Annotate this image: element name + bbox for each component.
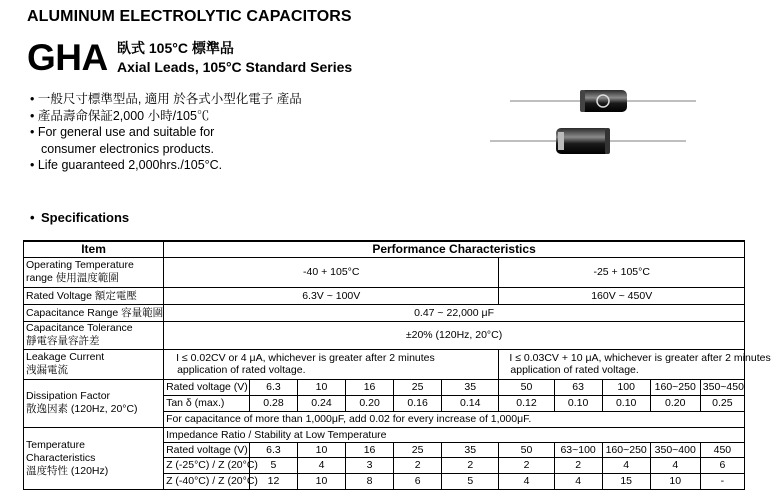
feature-item: • For general use and suitable for [30, 125, 215, 139]
tc-voltage: 35 [442, 442, 499, 457]
leakage-high: I ≤ 0.03CV + 10 μA, whichever is greater after 2 minutes application of rated voltage. [499, 349, 745, 379]
tan-delta-value: 0.12 [499, 395, 554, 411]
temp-char-label: Temperature Characteristics 溫度特性 (120Hz) [24, 427, 164, 489]
dissipation-label: Dissipation Factor 散逸因素 (120Hz, 20°C) [24, 379, 164, 427]
table-header-row [24, 241, 745, 257]
series-subtitle-en: Axial Leads, 105°C Standard Series [117, 59, 353, 75]
tc-voltage: 25 [394, 442, 442, 457]
tc-voltage: 10 [298, 442, 346, 457]
specifications-heading: • Specifications [30, 210, 130, 225]
z25-value: 4 [602, 457, 650, 473]
table-row [24, 287, 745, 304]
feature-item: consumer electronics products. [41, 141, 214, 156]
dissipation-rv-label: Rated voltage (V) [164, 379, 250, 395]
series-code: GHA [27, 37, 108, 78]
z25-value: 2 [442, 457, 499, 473]
feature-item: • 一般尺寸標準型品, 適用 於各式小型化電子 產品 [30, 92, 302, 106]
performance-header: Performance Characteristics [164, 241, 745, 257]
table-row [24, 304, 745, 321]
z40-label: Z (-40°C) / Z (20°C) [164, 473, 250, 489]
z40-value: 10 [650, 473, 700, 489]
tan-delta-value: 0.20 [346, 395, 394, 411]
df-voltage: 50 [499, 379, 554, 395]
z25-value: 4 [650, 457, 700, 473]
capacitor-image [488, 86, 703, 166]
tan-delta-value: 0.16 [394, 395, 442, 411]
rated-voltage-label: Rated Voltage 額定電壓 [24, 287, 164, 304]
z25-label: Z (-25°C) / Z (20°C) [164, 457, 250, 473]
leakage-low: I ≤ 0.02CV or 4 μA, whichever is greater after 2 minutes application of rated voltage. [164, 349, 499, 379]
df-voltage: 35 [442, 379, 499, 395]
z25-value: 2 [499, 457, 554, 473]
df-voltage: 6.3 [249, 379, 297, 395]
feature-item: • Life guaranteed 2,000hrs./105°C. [30, 158, 223, 172]
z25-value: 3 [346, 457, 394, 473]
cap-range-label: Capacitance Range 容量範圍 [24, 304, 164, 321]
document-title: ALUMINUM ELECTROLYTIC CAPACITORS [27, 8, 352, 25]
table-row [24, 321, 745, 349]
tc-voltage: 160~250 [602, 442, 650, 457]
tc-voltage: 6.3 [249, 442, 297, 457]
dissipation-note: For capacitance of more than 1,000μF, add 0.02 for every increase of 1,000μF. [164, 411, 745, 427]
table-row [24, 379, 745, 395]
z40-value: 8 [346, 473, 394, 489]
df-voltage: 25 [394, 379, 442, 395]
tc-voltage: 350~400 [650, 442, 700, 457]
cap-range-value: 0.47 ~ 22,000 μF [164, 304, 745, 321]
tan-delta-value: 0.10 [602, 395, 650, 411]
z25-value: 2 [394, 457, 442, 473]
tc-voltage: 63~100 [554, 442, 602, 457]
tan-delta-label: Tan δ (max.) [164, 395, 250, 411]
table-row [24, 349, 745, 379]
z25-value: 5 [249, 457, 297, 473]
z40-value: 6 [394, 473, 442, 489]
item-header: Item [24, 241, 164, 257]
series-subtitle-cn: 臥式 105°C 標準品 [117, 40, 234, 56]
rated-voltage-low: 6.3V ~ 100V [164, 287, 499, 304]
specifications-table [23, 240, 771, 490]
table-row [24, 427, 745, 442]
z25-value: 6 [700, 457, 744, 473]
z25-value: 2 [554, 457, 602, 473]
df-voltage: 350~450 [700, 379, 744, 395]
temp-rv-label: Rated voltage (V) [164, 442, 250, 457]
feature-item: • 產品壽命保証2,000 小時/105℃ [30, 108, 210, 123]
capacitor-top-icon [510, 90, 696, 112]
z40-value: 4 [554, 473, 602, 489]
operating-temp-label: Operating Temperature range 使用溫度範圍 [24, 257, 164, 287]
df-voltage: 10 [298, 379, 346, 395]
df-voltage: 100 [602, 379, 650, 395]
cap-tolerance-value: ±20% (120Hz, 20°C) [164, 321, 745, 349]
tc-voltage: 450 [700, 442, 744, 457]
feature-list [30, 91, 302, 174]
z25-value: 4 [298, 457, 346, 473]
df-voltage: 160~250 [650, 379, 700, 395]
z40-value: 12 [249, 473, 297, 489]
tan-delta-value: 0.25 [700, 395, 744, 411]
tan-delta-value: 0.24 [298, 395, 346, 411]
tc-voltage: 50 [499, 442, 554, 457]
table-row [24, 257, 745, 287]
operating-temp-high: -25 + 105°C [499, 257, 745, 287]
z40-value: 4 [499, 473, 554, 489]
tan-delta-value: 0.10 [554, 395, 602, 411]
df-voltage: 63 [554, 379, 602, 395]
z40-value: 5 [442, 473, 499, 489]
df-voltage: 16 [346, 379, 394, 395]
tc-voltage: 16 [346, 442, 394, 457]
tan-delta-value: 0.28 [249, 395, 297, 411]
leakage-label: Leakage Current 洩漏電流 [24, 349, 164, 379]
rated-voltage-high: 160V ~ 450V [499, 287, 745, 304]
impedance-heading: Impedance Ratio / Stability at Low Temperature [164, 427, 745, 442]
capacitor-bottom-icon [490, 128, 686, 154]
z40-value: 10 [298, 473, 346, 489]
tan-delta-value: 0.20 [650, 395, 700, 411]
operating-temp-low: -40 + 105°C [164, 257, 499, 287]
tan-delta-value: 0.14 [442, 395, 499, 411]
z40-value: - [700, 473, 744, 489]
z40-value: 15 [602, 473, 650, 489]
cap-tolerance-label: Capacitance Tolerance 靜電容量容許差 [24, 321, 164, 349]
